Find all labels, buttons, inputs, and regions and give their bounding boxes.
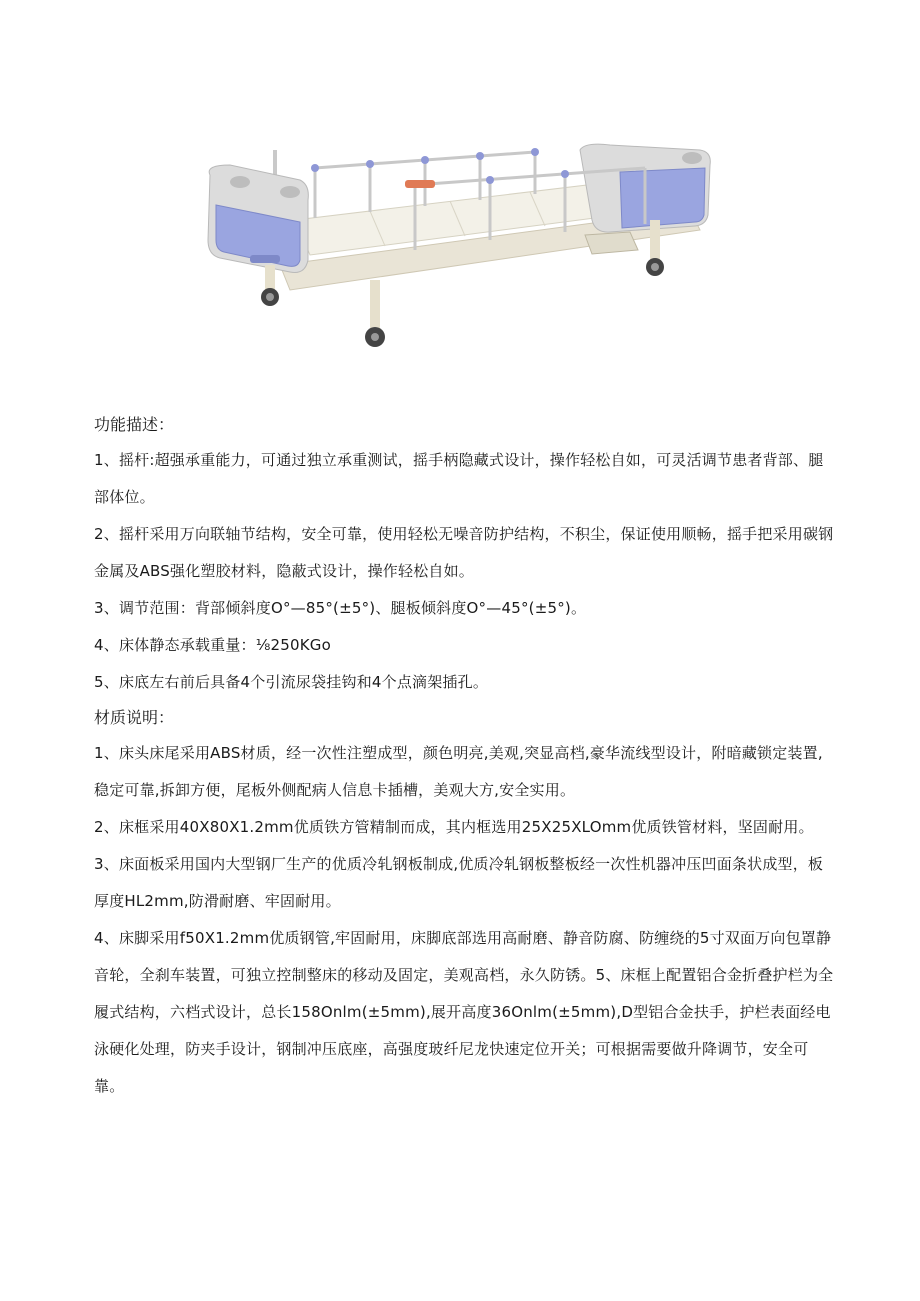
paragraph: 1、摇杆:超强承重能力，可通过独立承重测试，摇手柄隐藏式设计，操作轻松自如，可灵活调节患者背部、腿部体位。 [94, 451, 824, 506]
paragraph: 3、床面板采用国内大型钢厂生产的优质冷轧钢板制成,优质冷轧钢板整板经一次性机器冲压凹面条状成型，板厚度HL2mm,防滑耐磨、牢固耐用。 [94, 855, 824, 910]
paragraph: 4、床体静态承载重量：⅛250KGo [94, 636, 331, 654]
paragraph: 2、床框采用40X80X1.2mm优质铁方管精制而成，其内框选用25X25XLOmm优质铁管材料，坚固耐用。 [94, 818, 814, 836]
paragraph: 3、调节范围：背部倾斜度O°—85°(±5°)、腿板倾斜度O°—45°(±5°)。 [94, 599, 587, 617]
paragraph: 2、摇杆采用万向联轴节结构，安全可靠，使用轻松无噪音防护结构，不积尘，保证使用顺畅，摇手把采用碳钢金属及ABS强化塑胶材料，隐蔽式设计，操作轻松自如。 [94, 525, 834, 580]
section-heading-material: 材质说明： [94, 708, 175, 727]
section-heading-function: 功能描述： [94, 415, 175, 434]
hospital-bed-image [190, 140, 730, 365]
paragraph: 5、床底左右前后具备4个引流尿袋挂钩和4个点滴架插孔。 [94, 673, 489, 691]
paragraph: 4、床脚采用f50X1.2mm优质钢管,牢固耐用，床脚底部选用高耐磨、静音防腐、防缠绕的5寸双面万向包罩静音轮，全刹车装置，可独立控制整床的移动及固定，美观高档，永久防锈。5、床框上配置铝合金折叠护栏为全履式结构，六档式设计，总长158Onlm(±5mm),展开高度36Onlm(±5mm),D型铝合金扶手，护栏表面经电泳硬化处理，防夹手设计，钢制冲压底座，高强度玻纤尼龙快速定位开关；可根据需要做升降调节，安全可靠。 [94, 929, 834, 1095]
document-body [94, 408, 834, 1105]
paragraph: 1、床头床尾采用ABS材质，经一次性注塑成型，颜色明亮,美观,突显高档,豪华流线型设计，附暗藏锁定装置,稳定可靠,拆卸方便，尾板外侧配病人信息卡插槽，美观大方,安全实用。 [94, 744, 823, 799]
